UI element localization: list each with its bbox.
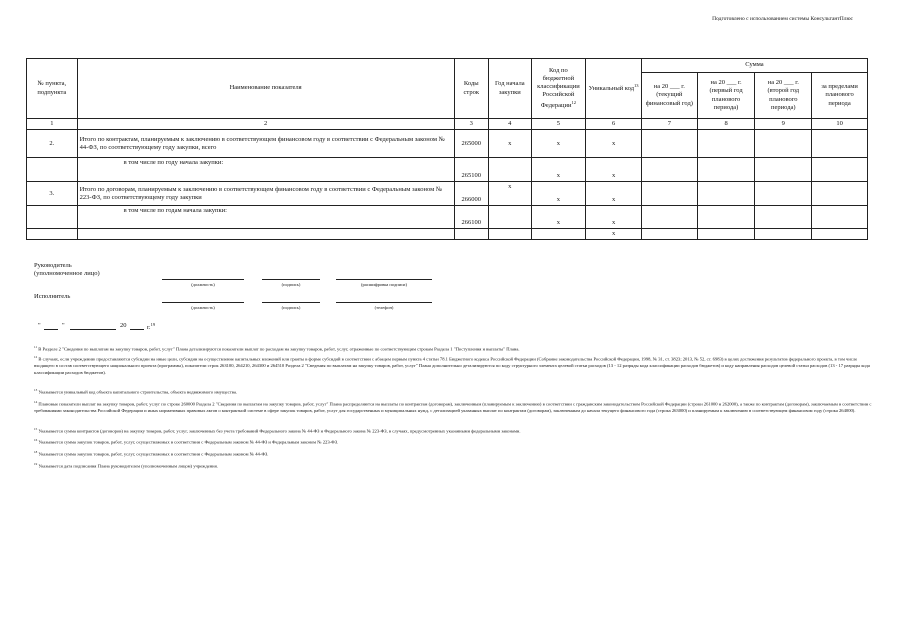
cell-sum (641, 206, 697, 229)
head-position-line[interactable] (162, 279, 244, 280)
row-kbk: x (531, 130, 586, 158)
cell-sum (641, 229, 697, 240)
col-num: 10 (812, 119, 868, 130)
row-name: в том числе по году начала закупки: (77, 158, 454, 182)
cell-sum (755, 158, 812, 182)
cell-sum (812, 158, 868, 182)
col-num: 6 (586, 119, 642, 130)
footnote: $^{19}$ Указывается дата подписания Плана руководителем (уполномоченным лицом) учреждения. (34, 462, 218, 469)
row-kbk: x (531, 182, 586, 206)
row-code (454, 229, 488, 240)
column-number-row (27, 119, 868, 130)
col-num: 1 (27, 119, 78, 130)
cell-sum (755, 182, 812, 206)
row-code: 265100 (454, 158, 488, 182)
row-year: x (489, 182, 532, 206)
row-name: в том числе по годам начала закупки: (77, 206, 454, 229)
row-kbk: x (531, 206, 586, 229)
row-unique-code: x (586, 206, 642, 229)
col-num: 9 (755, 119, 812, 130)
executor-signature-line[interactable] (262, 302, 320, 303)
row-kbk (531, 229, 586, 240)
header-unique-code: Уникальный код$^{13}$ (586, 59, 642, 119)
header-name: Наименование показателя (77, 59, 454, 119)
col-num: 7 (641, 119, 697, 130)
header-sum: Сумма (641, 59, 867, 73)
executor-position-line[interactable] (162, 302, 244, 303)
footnote: $^{14}$ Плановые показатели выплат на закупку товаров, работ, услуг по строке 260000 Раздела 2 "Сведения по выплатам на закупку товаров, работ, услуг" Плана распределяются на выплаты по контрактам (договорам), заключенным (планируемым к заключению) в соответствии с гражданским законодательством Российской Федерации (строки 261000 и 262000), а также по контрактам (договорам), заключаемым в соответствии с требованиями законодательства Российской Федерации и иных нормативных правовых актов о контрактной системе в сфере закупок товаров, работ, услуг для государственных и муниципальных нужд, с детализацией указанных выплат по контрактам (договорам), заключенным до начала текущего финансового года (строка 263000) и планируемым к заключению в соответствующем финансовом году (строка 264000). (34, 400, 872, 414)
cell-sum (812, 130, 868, 158)
row-unique-code: x (586, 229, 642, 240)
date-year-prefix: 20 (120, 322, 127, 329)
date-year-suffix: г.$^{19}$ (147, 322, 156, 332)
date-day-line[interactable] (44, 329, 58, 330)
date-quote-close: " (62, 322, 65, 329)
table-row (27, 229, 868, 240)
table-row (27, 158, 868, 182)
cell-sum (641, 130, 697, 158)
cell-sum (755, 206, 812, 229)
head-decode-line[interactable] (336, 279, 432, 280)
row-year (489, 229, 532, 240)
header-current-year: на 20 ___ г. (текущий финансовый год) (641, 73, 697, 119)
caption-decode: (расшифровка подписи) (361, 282, 407, 287)
header-second-plan-year: на 20 ___ г. (второй год планового периода) (755, 73, 812, 119)
header-num: № пункта, подпункта (27, 59, 78, 119)
caption-phone: (телефон) (374, 305, 394, 310)
footnote: $^{12}$ В случаях, если учреждению предоставляются субсидии на иные цели, субсидии на осуществление капитальных вложений или гранты в форме субсидий в соответствии с абзацем первым пункта 4 статьи 78.1 Бюджетного кодекса Российской Федерации (Собрание законодательства Российской Федерации, 1998, № 31, ст. 3823; 2013, № 52, ст. 6983) в целях достижения результатов федерального проекта, в том числе входящего в состав соответствующего национального проекта (программы), показатели строк 26З100, 264210, 264300 и 264510 Раздела 2 "Сведения по выплатам на закупку товаров, работ, услуг" Плана дополнительно детализируются по коду структурного элемента целевой статьи расходов (13 - 12 разряды кода классификации расходов бюджетов) и коду направления расходов целевой статьи расходов (13 - 17 разряды кода классификации расходов бюджетов). (34, 355, 870, 375)
head-label: Руководитель (уполномоченное лицо) (34, 262, 100, 278)
row-unique-code: x (586, 158, 642, 182)
cell-sum (755, 229, 812, 240)
row-name: Итого по договорам, планируемым к заключению в соответствующем финансовом году в соответствии с Федеральным законом № 223-ФЗ, по соответствующему году закупки (77, 182, 454, 206)
row-num (27, 206, 78, 229)
cell-sum (697, 158, 755, 182)
table-row (27, 182, 868, 206)
row-unique-code: x (586, 130, 642, 158)
cell-sum (697, 130, 755, 158)
col-num: 8 (697, 119, 755, 130)
cell-sum (697, 206, 755, 229)
executor-phone-line[interactable] (336, 302, 432, 303)
row-name (77, 229, 454, 240)
row-name: Итого по контрактам, планируемым к заключению в соответствующем финансовом году в соответствии с Федеральным законом № 44-ФЗ, по соответствующему году закупки, всего (77, 130, 454, 158)
caption-position: (должность) (191, 282, 215, 287)
cell-sum (812, 206, 868, 229)
row-num (27, 158, 78, 182)
row-unique-code: x (586, 182, 642, 206)
row-num: 3. (27, 182, 78, 206)
header-kbk: Код по бюджетной классификации Российской Федерации$^{12}$ (531, 59, 586, 119)
date-year-line[interactable] (130, 329, 144, 330)
table-row (27, 130, 868, 158)
cell-sum (812, 182, 868, 206)
table-row (27, 206, 868, 229)
footnote: $^{13}$ Указывается уникальный код объекта капитального строительства, объекта недвижимого имущества. (34, 388, 238, 395)
cell-sum (697, 229, 755, 240)
executor-label: Исполнитель (34, 293, 71, 300)
cell-sum (755, 130, 812, 158)
cell-sum (812, 229, 868, 240)
footnote: $^{18}$ Указывается сумма закупок товаров, работ, услуг, осуществляемых в соответствии с Федеральным законом № 44-ФЗ. (34, 450, 269, 457)
cell-sum (697, 182, 755, 206)
footnote: $^{11}$ В Разделе 2 "Сведения по выплатам на закупку товаров, работ, услуг" Плана детализируются показатели выплат по расходам на закупку товаров, работ, услуг, отраженные по соответствующим строкам Раздела 1 "Поступления и выплаты" Плана. (34, 345, 520, 352)
col-num: 5 (531, 119, 586, 130)
date-month-line[interactable] (70, 329, 116, 330)
header-note: Подготовлено с использованием системы КонсультантПлюс (712, 16, 853, 22)
payments-table (26, 58, 868, 240)
col-num: 3 (454, 119, 488, 130)
row-year (489, 158, 532, 182)
header-first-plan-year: на 20 ___ г. (первый год планового периода) (697, 73, 755, 119)
cell-sum (641, 182, 697, 206)
footnote: $^{15}$ Указывается сумма контрактов (договоров) на закупку товаров, работ, услуг, заключенных без учета требований Федерального закона № 44-ФЗ и Федерального закона № 223-ФЗ, в случаях, предусмотренных указанными федеральными законами. (34, 427, 521, 434)
row-code: 266000 (454, 182, 488, 206)
footnote: $^{16}$ Указывается сумма закупок товаров, работ, услуг, осуществляемых в соответствии с Федеральным законом № 44-ФЗ и Федеральным законом № 223-ФЗ. (34, 438, 339, 445)
caption-signature: (подпись) (281, 282, 301, 287)
cell-sum (641, 158, 697, 182)
row-code: 265000 (454, 130, 488, 158)
header-codes: Коды строк (454, 59, 488, 119)
col-num: 4 (489, 119, 532, 130)
header-year: Год начала закупки (489, 59, 532, 119)
row-num (27, 229, 78, 240)
row-kbk: x (531, 158, 586, 182)
date-quote-open: " (38, 322, 41, 329)
caption-signature: (подпись) (281, 305, 301, 310)
row-code: 266100 (454, 206, 488, 229)
header-beyond-plan: за пределами планового периода (812, 73, 868, 119)
row-num: 2. (27, 130, 78, 158)
row-year (489, 206, 532, 229)
row-year: x (489, 130, 532, 158)
caption-position: (должность) (191, 305, 215, 310)
col-num: 2 (77, 119, 454, 130)
head-signature-line[interactable] (262, 279, 320, 280)
